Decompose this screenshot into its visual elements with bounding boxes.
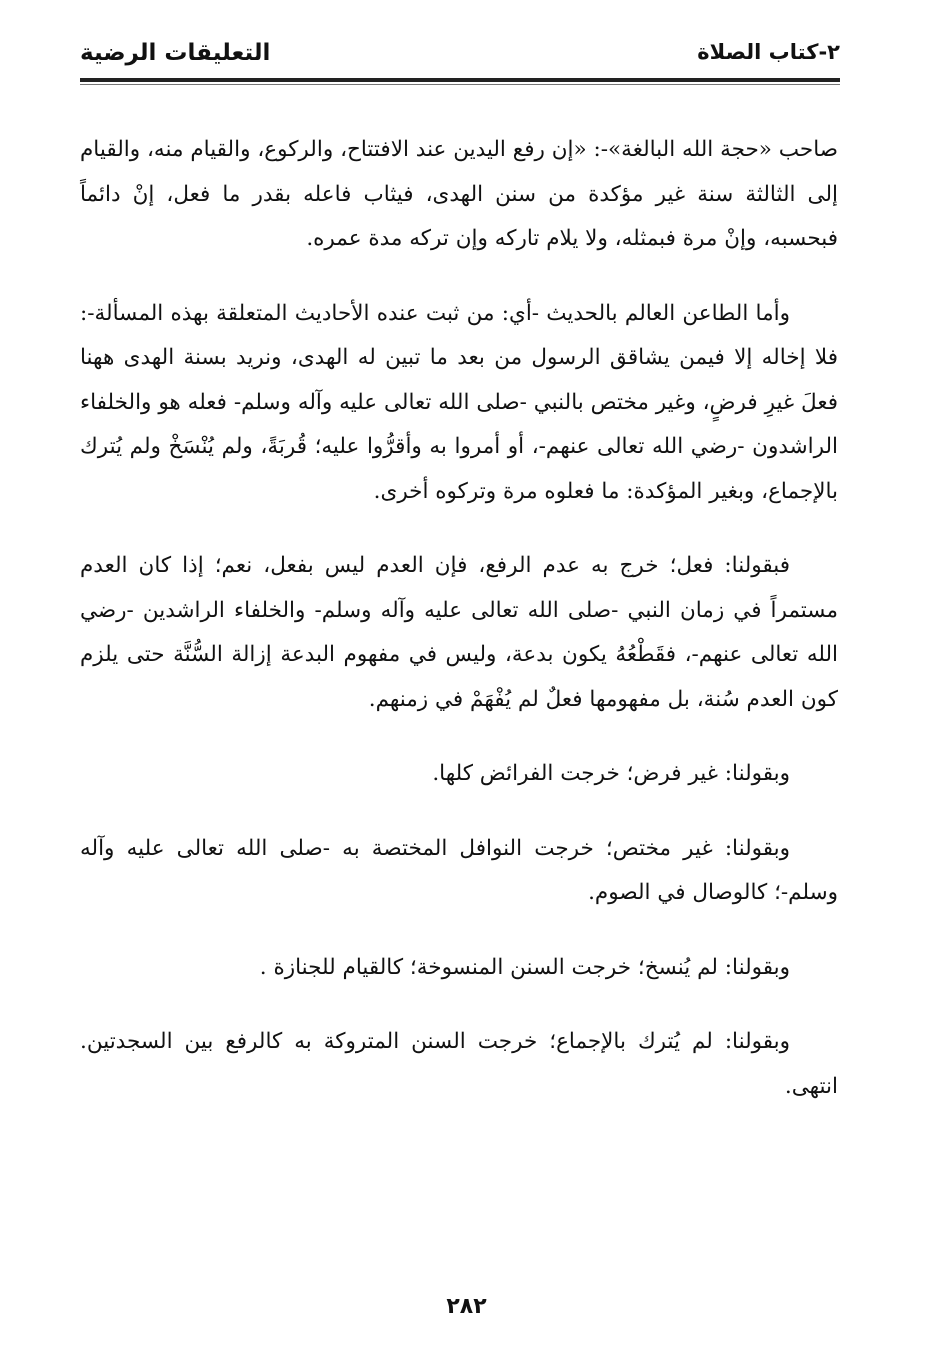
paragraph-1: صاحب «حجة الله البالغة»-: «إن رفع اليدين عند الافتتاح، والركوع، والقيام منه، والقيام إلى الثالثة سنة غير مؤكدة من سنن الهدى، فيثاب فاعله بقدر ما فعل، إنْ دائماً فبحسبه، وإنْ مرة فبمثله، ولا يلام تاركه وإن تركه مدة عمره. (80, 137, 838, 251)
running-header (80, 38, 840, 72)
chapter-title: ٢-كتاب الصلاة (697, 40, 840, 64)
header-rule-thin (80, 84, 840, 85)
book-title: التعليقات الرضية (80, 40, 271, 66)
paragraph-6: وبقولنا: لم يُنسخ؛ خرجت السنن المنسوخة؛ كالقيام للجنازة . (259, 954, 790, 980)
paragraph-4: وبقولنا: غير فرض؛ خرجت الفرائض كلها. (432, 761, 790, 786)
paragraph-5: وبقولنا: غير مختص؛ خرجت النوافل المختصة به -صلى الله تعالى عليه وآله وسلم-؛ كالوصال في الصوم. (80, 835, 838, 905)
paragraph-7: وبقولنا: لم يُترك بالإجماع؛ خرجت السنن المتروكة به كالرفع بين السجدتين. انتهى. (80, 1029, 838, 1099)
header-rule (80, 78, 840, 82)
page-body (80, 128, 838, 1139)
page-number: ٢٨٢ (446, 1294, 487, 1319)
paragraph-2: وأما الطاعن العالم بالحديث -أي: من ثبت عنده الأحاديث المتعلقة بهذه المسألة-: فلا إخاله إلا فيمن يشاقق الرسول من بعد ما تبين له الهدى، ونريد بسنة الهدى ههنا فعلَ غيرِ فرضٍ، وغير مختص بالنبي -صلى الله تعالى عليه وآله وسلم- فعله هو والخلفاء الراشدون -رضي الله تعالى عنهم-، أو أمروا به وأقرُّوا عليه؛ قُربَةً، ولم يُنْسَخْ ولم يُترك بالإجماع، وبغير المؤكدة: ما فعلوه مرة وتركوه أخرى. (80, 300, 838, 504)
paragraph-3: فبقولنا: فعل؛ خرج به عدم الرفع، فإن العدم ليس بفعل، نعم؛ إذا كان العدم مستمراً في زمان النبي -صلى الله تعالى عليه وآله وسلم- والخلفاء الراشدين -رضي الله تعالى عنهم-، فقَطْعُهُ يكون بدعة، وليس في مفهوم البدعة إزالة السُّنَّة حتى يلزم كون العدم سُنة، بل مفهومها فعلٌ لم يُفْهَمْ في زمنهم. (80, 553, 838, 712)
